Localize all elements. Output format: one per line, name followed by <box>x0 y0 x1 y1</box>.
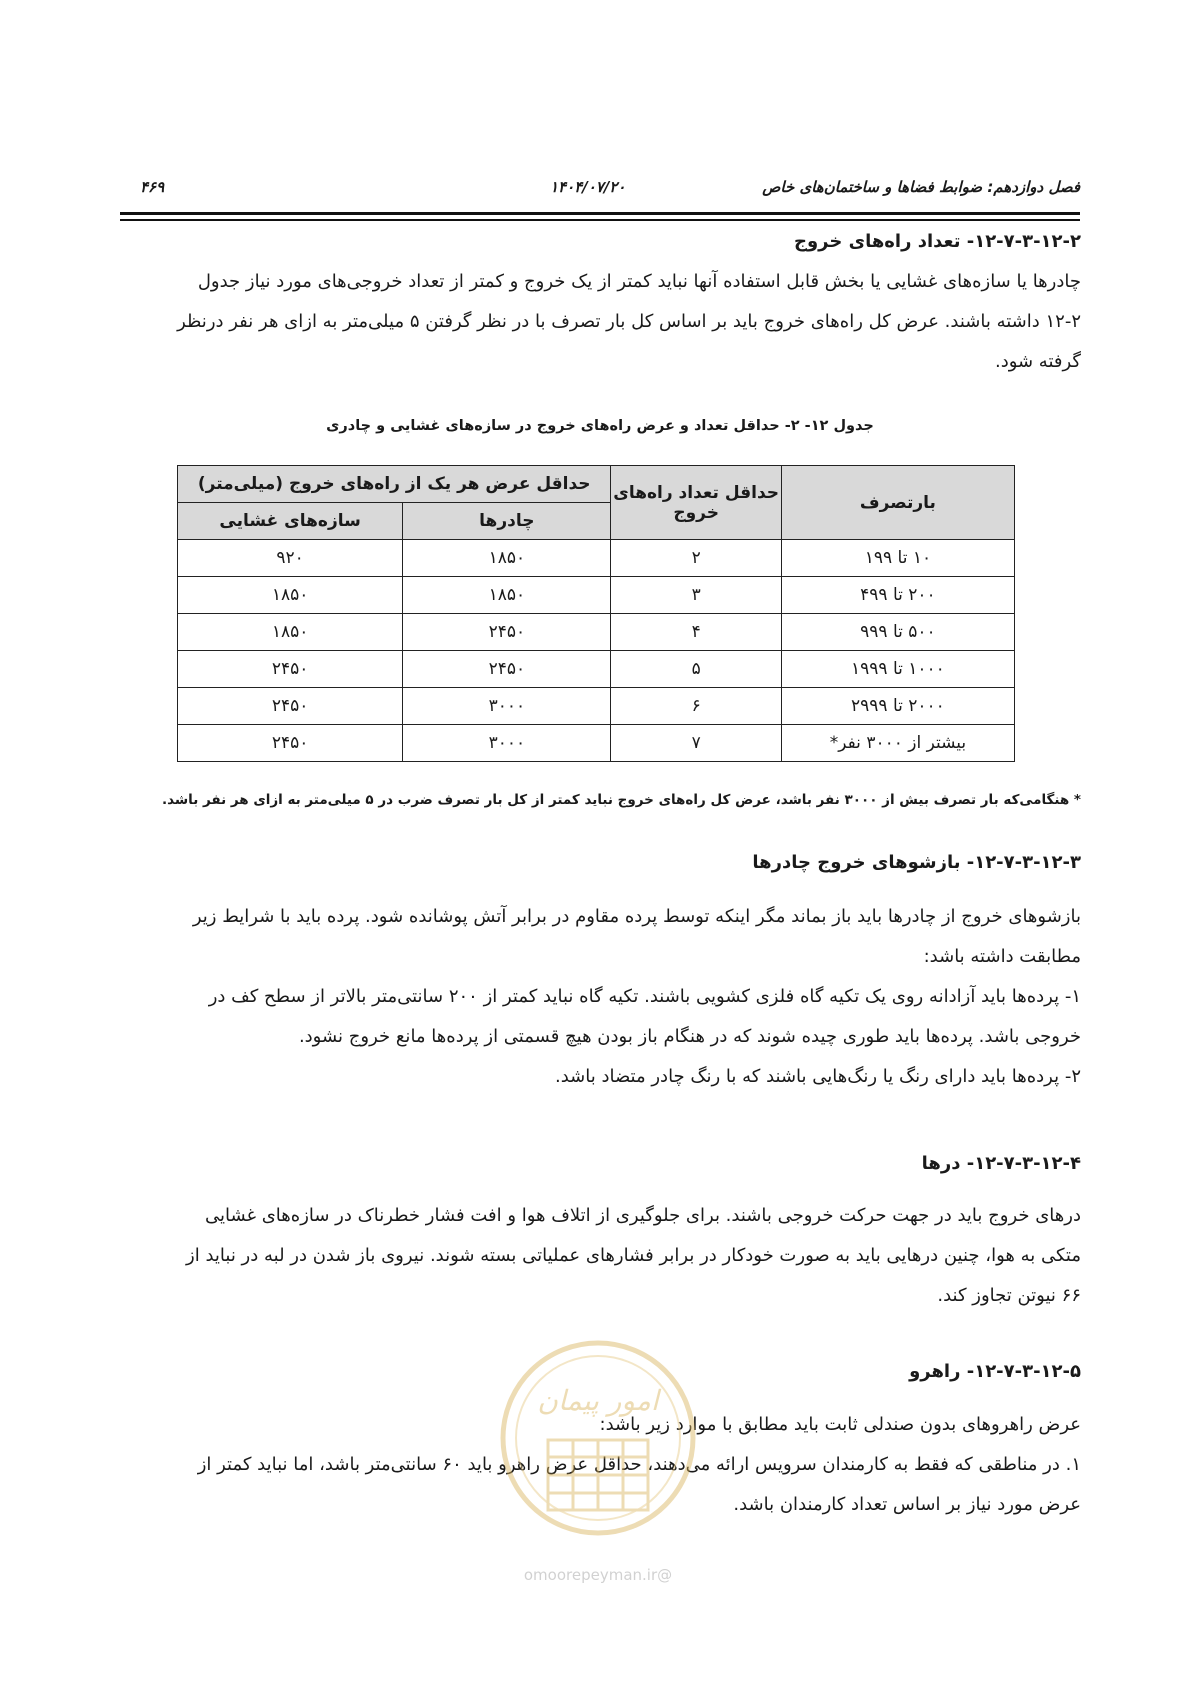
cell-membrane: ۱۸۵۰ <box>178 614 403 651</box>
watermark-logo-icon <box>488 1330 708 1590</box>
paragraph-line: مطابقت داشته باشد: <box>923 946 1081 967</box>
cell-occupancy: ۲۰۰ تا ۴۹۹ <box>781 577 1014 614</box>
column-header-min-exits: حداقل تعداد راه‌های خروج <box>611 466 781 540</box>
page-number: ۴۶۹ <box>140 178 165 196</box>
section-body-tent-openings <box>109 897 1081 1097</box>
paragraph-line: ۲- پرده‌ها باید دارای رنگ یا رنگ‌هایی باشند که با رنگ چادر متضاد باشد. <box>554 1066 1081 1087</box>
column-header-membrane: سازه‌های غشایی <box>178 503 403 540</box>
table-row <box>178 651 1015 688</box>
section-heading-aisle: ۱۲-۷-۳-۱۲-۵- راهرو <box>909 1361 1081 1382</box>
cell-exits: ۶ <box>611 688 781 725</box>
section-body-doors <box>109 1196 1081 1316</box>
paragraph-line: گرفته شود. <box>994 351 1081 372</box>
cell-occupancy: بیشتر از ۳۰۰۰ نفر* <box>781 725 1014 762</box>
cell-tents: ۱۸۵۰ <box>403 577 611 614</box>
cell-membrane: ۱۸۵۰ <box>178 577 403 614</box>
cell-occupancy: ۵۰۰ تا ۹۹۹ <box>781 614 1014 651</box>
cell-membrane: ۲۴۵۰ <box>178 688 403 725</box>
page-header <box>120 178 1080 208</box>
table-row <box>178 540 1015 577</box>
cell-exits: ۲ <box>611 540 781 577</box>
cell-occupancy: ۱۰۰۰ تا ۱۹۹۹ <box>781 651 1014 688</box>
header-rule-double <box>120 219 1080 221</box>
cell-membrane: ۹۲۰ <box>178 540 403 577</box>
cell-occupancy: ۲۰۰۰ تا ۲۹۹۹ <box>781 688 1014 725</box>
table-footnote: * هنگامی‌که بار تصرف بیش از ۳۰۰۰ نفر باشد، عرض کل راه‌های خروج نباید کمتر از کل بار تصرف ضرب در ۵ میلی‌متر به ازای هر نفر باشد. <box>161 792 1081 808</box>
chapter-title: فصل دوازدهم: ضوابط فضاها و ساختمان‌های خاص <box>762 178 1080 196</box>
cell-exits: ۳ <box>611 577 781 614</box>
cell-exits: ۵ <box>611 651 781 688</box>
paragraph-line: ۱. در مناطقی که فقط به کارمندان سرویس ارائه می‌دهند، حداقل عرض راهرو باید ۶۰ سانتی‌متر باشد، اما نباید کمتر از <box>197 1454 1081 1475</box>
column-header-min-width: حداقل عرض هر یک از راه‌های خروج (میلی‌متر) <box>178 466 611 503</box>
section-body-exit-count <box>109 262 1081 382</box>
paragraph-line: عرض راهروهای بدون صندلی ثابت باید مطابق با موارد زیر باشد: <box>599 1414 1081 1435</box>
cell-tents: ۳۰۰۰ <box>403 688 611 725</box>
table-row <box>178 577 1015 614</box>
paragraph-line: ۱- پرده‌ها باید آزادانه روی یک تکیه گاه فلزی کشویی باشند. تکیه گاه نباید کمتر از ۲۰۰ سانتی‌متر بالاتر از سطح کف در <box>208 986 1081 1007</box>
cell-tents: ۲۴۵۰ <box>403 651 611 688</box>
cell-tents: ۱۸۵۰ <box>403 540 611 577</box>
section-heading-exit-count: ۱۲-۷-۳-۱۲-۲- تعداد راه‌های خروج <box>793 231 1081 252</box>
paragraph-line: ۶۶ نیوتن تجاوز کند. <box>937 1285 1081 1306</box>
cell-exits: ۷ <box>611 725 781 762</box>
header-rule <box>120 212 1080 215</box>
section-heading-tent-openings: ۱۲-۷-۳-۱۲-۳- بازشوهای خروج چادرها <box>752 852 1081 873</box>
section-heading-doors: ۱۲-۷-۳-۱۲-۴- درها <box>921 1153 1081 1174</box>
paragraph-line: خروجی باشد. پرده‌ها باید طوری چیده شوند که در هنگام باز بودن هیچ قسمتی از پرده‌ها مانع خروج نشود. <box>298 1026 1081 1047</box>
column-header-occupancy: بارتصرف <box>781 466 1014 540</box>
paragraph-line: عرض مورد نیاز بر اساس تعداد کارمندان باشد. <box>733 1494 1081 1515</box>
paragraph-line: چادرها یا سازه‌های غشایی یا بخش قابل استفاده آنها نباید کمتر از یک خروج و کمتر از تعداد خروجی‌های مورد نیاز جدول <box>197 271 1081 292</box>
table-row <box>178 688 1015 725</box>
exit-requirements-table <box>177 465 1015 762</box>
paragraph-line: متکی به هوا، چنین درهایی باید به صورت خودکار در برابر فشارهای عملیاتی بسته شوند. نیروی باز شدن در لبه در نباید از <box>186 1245 1081 1266</box>
watermark-logo-text: امور پیمان <box>537 1384 659 1417</box>
paragraph-line: ۱۲-۲ داشته باشند. عرض کل راه‌های خروج باید بر اساس کل بار تصرف با در نظر گرفتن ۵ میلی‌متر به ازای هر نفر درنظر <box>177 311 1081 332</box>
cell-exits: ۴ <box>611 614 781 651</box>
table-row <box>178 725 1015 762</box>
cell-membrane: ۲۴۵۰ <box>178 725 403 762</box>
table-row <box>178 614 1015 651</box>
cell-membrane: ۲۴۵۰ <box>178 651 403 688</box>
cell-tents: ۲۴۵۰ <box>403 614 611 651</box>
table-caption: جدول ۱۲- ۲- حداقل تعداد و عرض راه‌های خروج در سازه‌های غشایی و چادری <box>326 418 874 434</box>
paragraph-line: بازشوهای خروج از چادرها باید باز بماند مگر اینکه توسط پرده مقاوم در برابر آتش پوشانده شود. پرده باید با شرایط زیر <box>192 906 1081 927</box>
header-date: ۱۴۰۴/۰۷/۲۰ <box>550 178 626 196</box>
cell-occupancy: ۱۰ تا ۱۹۹ <box>781 540 1014 577</box>
paragraph-line: درهای خروج باید در جهت حرکت خروجی باشند. برای جلوگیری از اتلاف هوا و افت فشار خطرناک در سازه‌های غشایی <box>205 1205 1081 1226</box>
watermark-url: @omoorepeyman.ir <box>523 1566 673 1584</box>
cell-tents: ۳۰۰۰ <box>403 725 611 762</box>
column-header-tents: چادرها <box>403 503 611 540</box>
